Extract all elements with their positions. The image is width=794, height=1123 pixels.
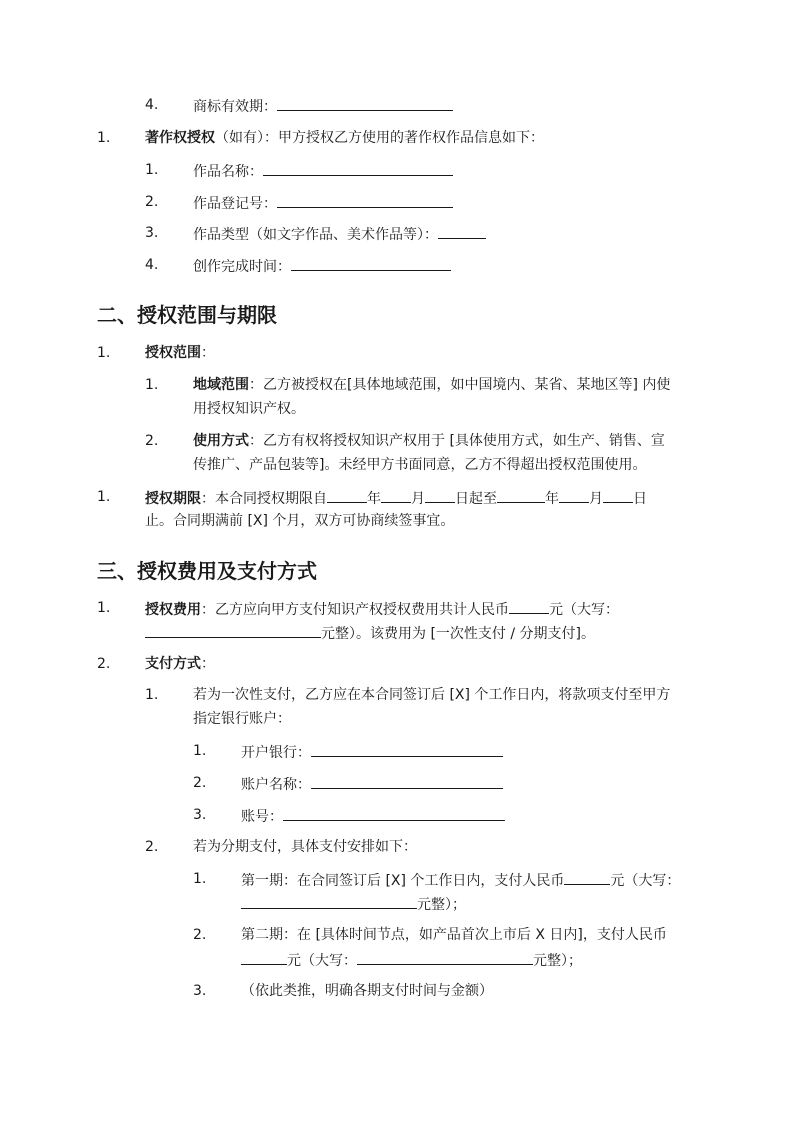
section-heading: 二、授权范围与期限 [97, 303, 277, 327]
list-number: 1. [193, 871, 207, 887]
year-label: 年 [545, 491, 559, 507]
list-number: 4. [145, 97, 159, 113]
day-label: 日 [633, 491, 647, 507]
colon: ： [201, 656, 215, 672]
field-label: 作品登记号： [193, 196, 277, 212]
payment-heading-line [145, 654, 215, 674]
region-line-2: 用授权知识产权。 [193, 401, 305, 417]
scope-heading-line [145, 343, 215, 363]
usage-line-1 [193, 431, 665, 451]
field-label: 商标有效期： [193, 99, 277, 115]
clause-title: 支付方式 [145, 656, 201, 672]
blank-line [425, 487, 455, 503]
copyright-heading-line [145, 128, 544, 148]
list-number: 2. [145, 194, 159, 210]
clause-title: 授权期限 [145, 491, 201, 507]
list-number: 1. [97, 600, 111, 616]
clause-text: 元整）。该费用为 [一次性支付 / 分期支付]。 [321, 626, 595, 642]
blank-line [327, 487, 367, 503]
clause-title: 使用方式 [193, 433, 249, 449]
work-name-line [193, 160, 453, 182]
blank-line [438, 223, 486, 239]
clause-title: 地域范围 [193, 377, 249, 393]
term-line-1 [145, 487, 647, 509]
account-name-line [241, 773, 503, 795]
blank-line [357, 949, 533, 965]
year-label: 年 [367, 491, 381, 507]
field-label: 开户银行： [241, 745, 311, 761]
list-number: 1. [97, 489, 111, 505]
field-label: 创作完成时间： [193, 259, 291, 275]
month-label: 月 [589, 491, 603, 507]
list-number: 1. [145, 162, 159, 178]
list-number: 1. [193, 743, 207, 759]
fee-line-2 [145, 622, 595, 644]
clause-text: 元整）； [533, 953, 582, 969]
blank-line [603, 487, 633, 503]
clause-text: ：乙方应向甲方支付知识产权授权费用共计人民币 [201, 602, 509, 618]
clause-text: ：乙方被授权在[具体地域范围，如中国境内、某省、某地区等] 内使 [249, 377, 671, 393]
list-number: 4. [145, 257, 159, 273]
blank-line [311, 773, 503, 789]
bank-name-line [241, 741, 503, 763]
field-label: 账号： [241, 809, 283, 825]
region-line-1 [193, 375, 670, 395]
blank-line [283, 805, 505, 821]
usage-line-2: 传推广、产品包装等]。未经甲方书面同意，乙方不得超出授权范围使用。 [193, 457, 647, 473]
blank-line [559, 487, 589, 503]
list-number: 2. [145, 839, 159, 855]
lump-sum-line-1: 若为一次性支付，乙方应在本合同签订后 [X] 个工作日内，将款项支付至甲方 [193, 687, 671, 703]
colon: ： [201, 345, 215, 361]
lump-sum-line-2: 指定银行账户： [193, 711, 291, 727]
clause-text: 元（大写： [287, 953, 357, 969]
work-type-line [193, 223, 486, 245]
list-number: 3. [193, 807, 207, 823]
clause-text: 元（大写： [549, 602, 619, 618]
clause-text: ：乙方有权将授权知识产权用于 [具体使用方式，如生产、销售、宣 [249, 433, 665, 449]
clause-title: 著作权授权 [145, 130, 215, 146]
field-label: 账户名称： [241, 777, 311, 793]
creation-date-line [193, 255, 451, 277]
list-number: 1. [145, 377, 159, 393]
list-number: 2. [193, 927, 207, 943]
blank-line [241, 893, 417, 909]
list-number: 3. [145, 225, 159, 241]
blank-line [263, 160, 453, 176]
section-heading: 三、授权费用及支付方式 [97, 559, 317, 583]
installment-1-line-1 [241, 869, 680, 891]
blank-line [277, 192, 453, 208]
installment-etc-line: （依此类推，明确各期支付时间与金额） [241, 983, 493, 999]
installment-2-line-2 [241, 949, 582, 971]
clause-text: 元整）； [417, 897, 466, 913]
installment-intro-line: 若为分期支付，具体支付安排如下： [193, 839, 417, 855]
work-registration-line [193, 192, 453, 214]
month-label: 月 [411, 491, 425, 507]
clause-title: 授权范围 [145, 345, 201, 361]
term-line-2: 止。合同期满前 [X] 个月，双方可协商续签事宜。 [145, 513, 455, 529]
clause-text: （如有）：甲方授权乙方使用的著作权作品信息如下： [215, 130, 544, 146]
list-number: 3. [193, 983, 207, 999]
list-number: 2. [97, 656, 111, 672]
clause-title: 授权费用 [145, 602, 201, 618]
blank-line [291, 255, 451, 271]
blank-line [277, 95, 453, 111]
blank-line [145, 622, 321, 638]
fee-line-1 [145, 598, 619, 620]
trademark-validity-line [193, 95, 453, 117]
list-number: 2. [145, 433, 159, 449]
blank-line [241, 949, 287, 965]
blank-line [311, 741, 503, 757]
blank-line [509, 598, 549, 614]
field-label: 作品名称： [193, 164, 263, 180]
list-number: 1. [97, 345, 111, 361]
blank-line [381, 487, 411, 503]
field-label: 作品类型（如文字作品、美术作品等）： [193, 227, 438, 243]
blank-line [564, 869, 610, 885]
list-number: 1. [145, 687, 159, 703]
account-number-line [241, 805, 505, 827]
clause-text: ：本合同授权期限自 [201, 491, 327, 507]
clause-text: 元（大写： [610, 873, 681, 889]
clause-text: 第一期：在合同签订后 [X] 个工作日内，支付人民币 [241, 873, 565, 889]
day-label: 日起至 [455, 491, 497, 507]
list-number: 1. [97, 130, 111, 146]
installment-1-line-2 [241, 893, 466, 915]
blank-line [497, 487, 545, 503]
installment-2-line-1: 第二期：在 [具体时间节点，如产品首次上市后 X 日内]，支付人民币 [241, 927, 667, 943]
list-number: 2. [193, 775, 207, 791]
